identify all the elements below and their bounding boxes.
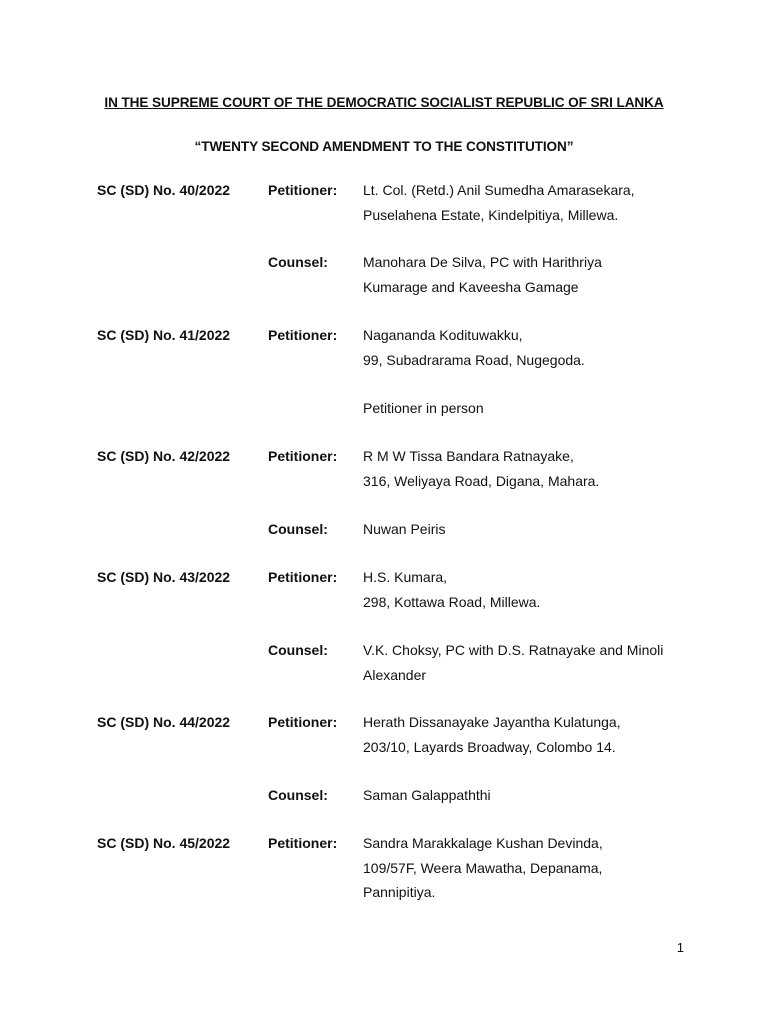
case-40-counsel-row: [0, 252, 768, 295]
counsel-label: Counsel:: [268, 254, 328, 270]
case-45-petitioner-row: [0, 833, 768, 900]
petitioner-address: Puselahena Estate, Kindelpitiya, Millewa.: [363, 206, 619, 223]
case-number: SC (SD) No. 41/2022: [97, 327, 231, 343]
petitioner-details: [363, 567, 693, 616]
counsel-label: Counsel:: [268, 642, 328, 658]
counsel-label: Counsel:: [268, 787, 328, 803]
petitioner-label: Petitioner:: [268, 835, 338, 851]
counsel-line: V.K. Choksy, PC with D.S. Ratnayake and Minoli: [363, 642, 664, 658]
petitioner-name: Lt. Col. (Retd.) Anil Sumedha Amarasekara,: [363, 182, 635, 198]
case-42-counsel-row: [0, 519, 768, 539]
petitioner-details: [363, 833, 693, 907]
petitioner-address: 298, Kottawa Road, Millewa.: [363, 593, 541, 610]
petitioner-details: [363, 180, 693, 229]
counsel-details: [363, 252, 693, 301]
petitioner-address: Pannipitiya.: [363, 884, 436, 900]
petitioner-name: Sandra Marakkalage Kushan Devinda,: [363, 835, 603, 851]
petitioner-details: [363, 712, 693, 761]
petitioner-name: R M W Tissa Bandara Ratnayake,: [363, 448, 574, 464]
petitioner-address: 99, Subadrarama Road, Nugegoda.: [363, 351, 585, 368]
counsel-line: Alexander: [363, 666, 427, 683]
court-title: IN THE SUPREME COURT OF THE DEMOCRATIC SOCIALIST REPUBLIC OF SRI LANKA: [104, 95, 664, 110]
petitioner-name: H.S. Kumara,: [363, 569, 448, 585]
counsel-details: [363, 640, 693, 689]
petitioner-name: Herath Dissanayake Jayantha Kulatunga,: [363, 714, 621, 730]
case-number: SC (SD) No. 45/2022: [97, 835, 231, 851]
petitioner-label: Petitioner:: [268, 182, 338, 198]
counsel-line: Saman Galappaththi: [363, 787, 491, 803]
case-43-petitioner-row: [0, 567, 768, 610]
petitioner-details: [363, 325, 693, 374]
counsel-details: [363, 519, 693, 544]
petitioner-details: [363, 446, 693, 495]
counsel-details: [363, 785, 693, 810]
petitioner-label: Petitioner:: [268, 327, 338, 343]
petitioner-name: Nagananda Kodituwakku,: [363, 327, 523, 343]
case-44-petitioner-row: [0, 712, 768, 755]
petitioner-address: 203/10, Layards Broadway, Colombo 14.: [363, 738, 616, 755]
petitioner-in-person-note: Petitioner in person: [363, 400, 484, 416]
petitioner-address: 316, Weliyaya Road, Digana, Mahara.: [363, 472, 600, 489]
case-number: SC (SD) No. 43/2022: [97, 569, 231, 585]
page-number: 1: [676, 940, 684, 955]
counsel-line: Nuwan Peiris: [363, 521, 446, 537]
case-number: SC (SD) No. 42/2022: [97, 448, 231, 464]
case-number: SC (SD) No. 40/2022: [97, 182, 231, 198]
case-42-petitioner-row: [0, 446, 768, 489]
matter-title: “TWENTY SECOND AMENDMENT TO THE CONSTITUTION”: [194, 139, 574, 154]
counsel-label: Counsel:: [268, 521, 328, 537]
counsel-line: Manohara De Silva, PC with Harithriya: [363, 254, 602, 270]
case-41-note-row: [0, 398, 768, 418]
petitioner-label: Petitioner:: [268, 448, 338, 464]
petitioner-address: 109/57F, Weera Mawatha, Depanama,: [363, 859, 603, 876]
case-41-petitioner-row: [0, 325, 768, 368]
petitioner-label: Petitioner:: [268, 714, 338, 730]
petitioner-label: Petitioner:: [268, 569, 338, 585]
counsel-line: Kumarage and Kaveesha Gamage: [363, 278, 579, 295]
case-43-counsel-row: [0, 640, 768, 683]
case-number: SC (SD) No. 44/2022: [97, 714, 231, 730]
petitioner-note: [363, 398, 693, 423]
case-44-counsel-row: [0, 785, 768, 805]
case-40-petitioner-row: [0, 180, 768, 223]
